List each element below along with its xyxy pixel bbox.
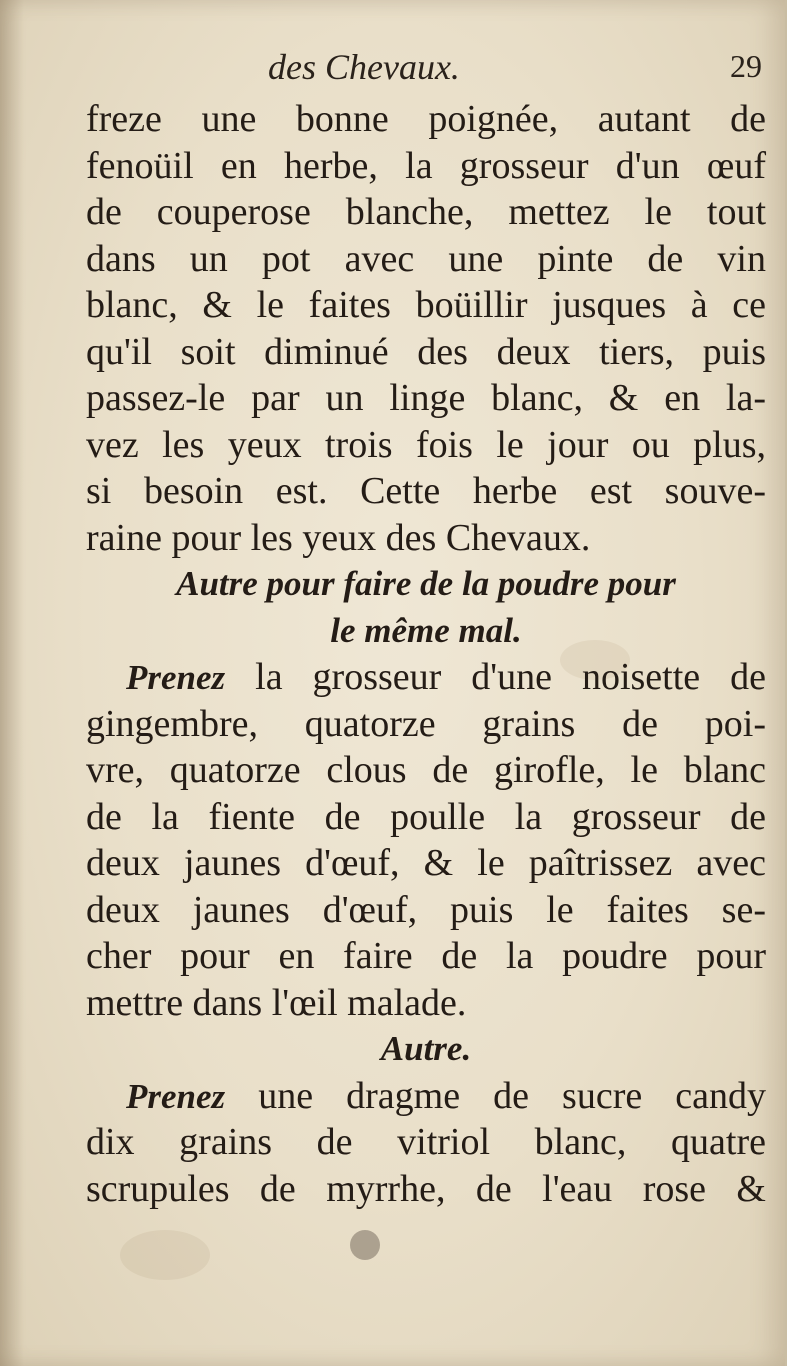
text-line: deux jaunes d'œuf, & le paîtrissez avec bbox=[86, 842, 766, 884]
text-fragment: la grosseur d'une noisette de bbox=[255, 656, 767, 698]
text-line: si besoin est. Cette herbe est souve- bbox=[86, 470, 766, 512]
section-heading: Autre. bbox=[380, 1029, 472, 1068]
text-line: blanc, & le faites boüillir jusques à ce bbox=[86, 284, 766, 326]
text-line: fenoüil en herbe, la grosseur d'un œuf bbox=[86, 144, 766, 187]
text-line: cher pour en faire de la poudre pour bbox=[86, 935, 766, 977]
text-line: de couperose blanche, mettez le tout bbox=[86, 191, 766, 233]
text-line: scrupules de myrrhe, de l'eau rose & bbox=[86, 1167, 766, 1210]
text-line: de la fiente de poulle la grosseur de bbox=[86, 795, 766, 838]
text-line: dix grains de vitriol blanc, quatre bbox=[86, 1121, 766, 1163]
text-line: qu'il soit diminué des deux tiers, puis bbox=[86, 330, 766, 373]
paper-stain bbox=[120, 1230, 210, 1280]
text-fragment: une dragme de sucre candy bbox=[258, 1074, 767, 1117]
text-line: vre, quatorze clous de girofle, le blanc bbox=[86, 749, 766, 791]
page-header bbox=[90, 42, 770, 94]
text-line: deux jaunes d'œuf, puis le faites se- bbox=[86, 888, 766, 931]
running-title: des Chevaux. bbox=[268, 47, 460, 87]
text-line: passez-le par un linge blanc, & en la- bbox=[86, 377, 766, 419]
section-heading: Autre pour faire de la poudre pour bbox=[176, 564, 676, 603]
ink-blot bbox=[350, 1230, 380, 1260]
text-line: mettre dans l'œil malade. bbox=[86, 981, 467, 1024]
page-number: 29 bbox=[730, 48, 762, 84]
body-text bbox=[86, 96, 766, 1212]
lead-word: Prenez bbox=[126, 658, 226, 697]
lead-word: Prenez bbox=[126, 1076, 226, 1116]
text-line: gingembre, quatorze grains de poi- bbox=[86, 702, 766, 745]
text-line: raine pour les yeux des Chevaux. bbox=[86, 516, 591, 559]
text-line: dans un pot avec une pinte de vin bbox=[86, 237, 766, 280]
text-line: freze une bonne poignée, autant de bbox=[86, 98, 766, 140]
gutter-shadow bbox=[0, 0, 24, 1366]
text-line: vez les yeux trois fois le jour ou plus, bbox=[86, 423, 766, 466]
text-line bbox=[86, 654, 766, 701]
section-heading: le même mal. bbox=[330, 610, 522, 650]
text-line bbox=[86, 1073, 766, 1120]
